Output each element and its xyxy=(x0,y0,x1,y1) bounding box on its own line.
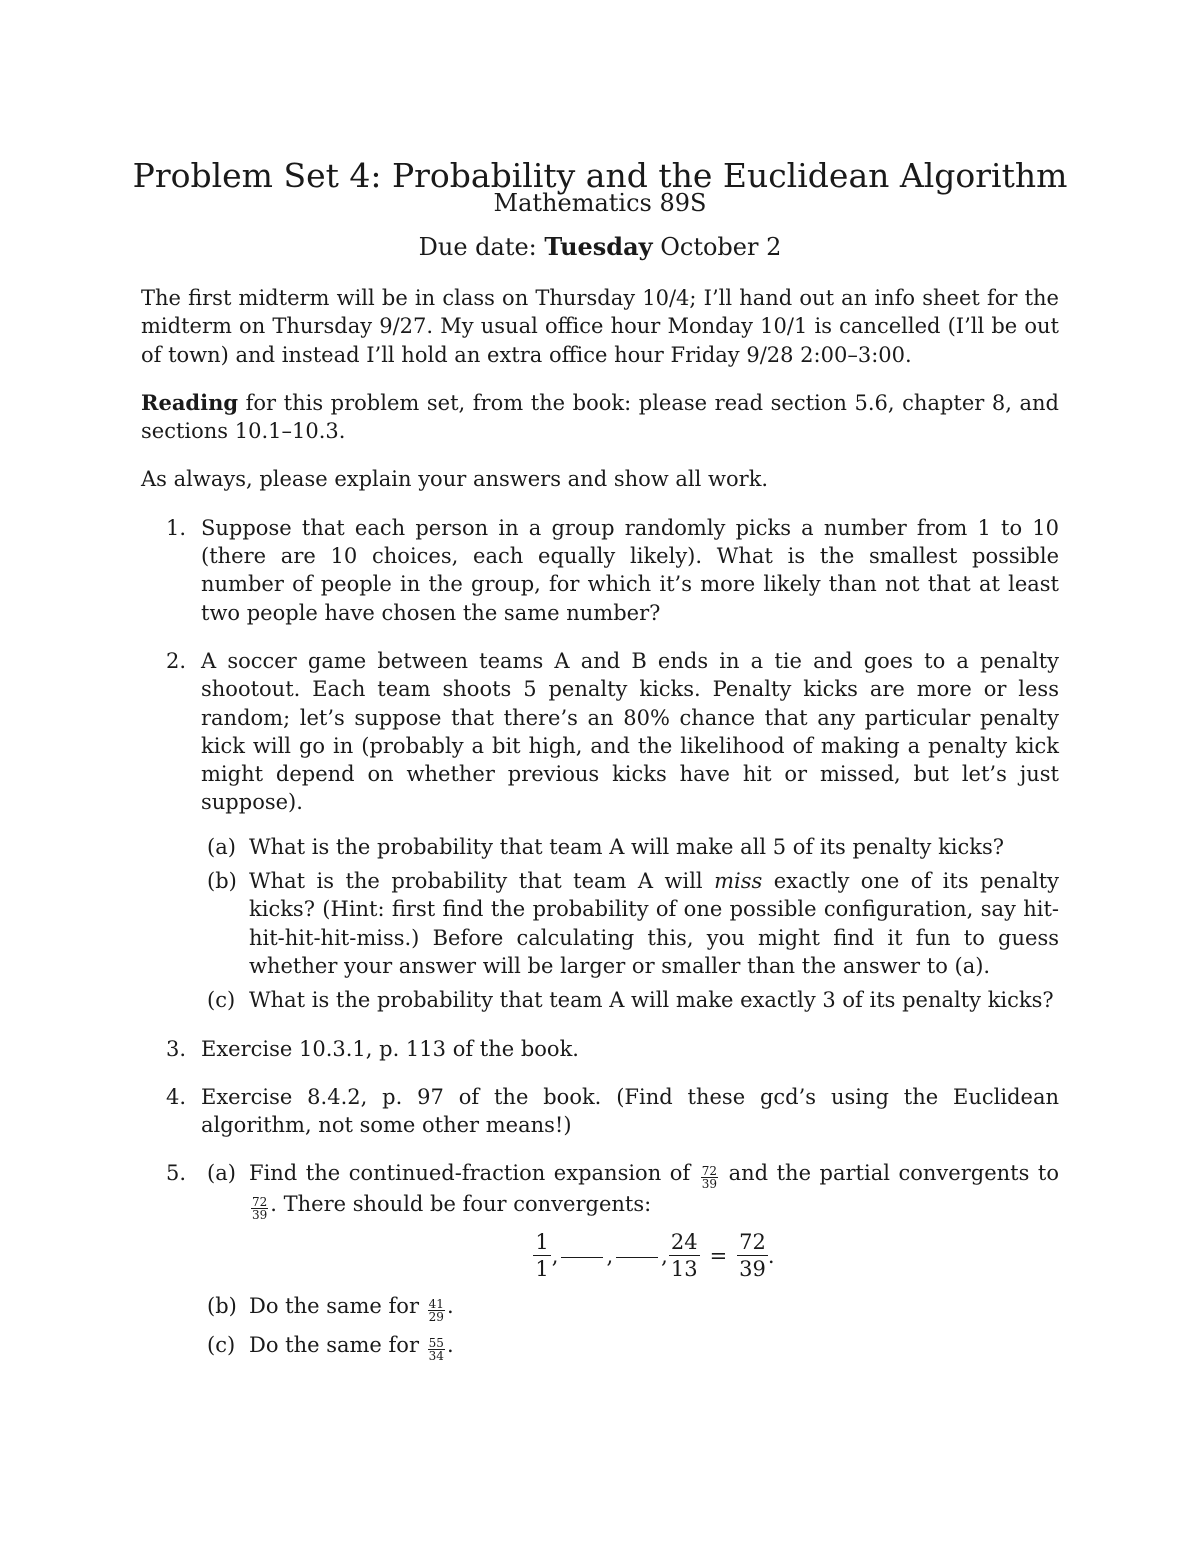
numerator: 41 xyxy=(428,1297,444,1312)
subproblem-text-pre: What is the probability that team A will xyxy=(249,869,715,894)
blank-convergent-3 xyxy=(616,1257,658,1258)
due-date xyxy=(0,230,1200,264)
subproblem-text-mid: and the partial convergents to xyxy=(720,1161,1060,1186)
subproblem-5a xyxy=(201,1159,1059,1282)
equals-sign: = xyxy=(709,1243,728,1268)
fraction-72-39 xyxy=(701,1165,718,1190)
due-date-prefix: Due date: xyxy=(418,233,537,261)
problem-number: 2. xyxy=(166,648,187,673)
numerator: 72 xyxy=(701,1164,718,1179)
subproblem-2b xyxy=(201,867,1059,980)
subproblem-label: (c) xyxy=(207,988,236,1013)
problem-number: 5. xyxy=(166,1161,187,1186)
fraction-55-34 xyxy=(428,1337,445,1362)
problem-number: 3. xyxy=(166,1036,187,1061)
denominator: 29 xyxy=(428,1310,444,1325)
subproblem-label: (c) xyxy=(207,1333,236,1358)
denominator: 39 xyxy=(701,1177,718,1192)
problem-2 xyxy=(141,647,1059,1015)
subproblem-text-post: exactly one of its penalty kicks? (Hint: first find the probability of one possible configuration, say hit-hit-hit-hit-miss.) Before calculating this, you might find it fun to guess whether your answer will be larger or smaller than the answer to (a). xyxy=(249,869,1060,978)
numerator: 72 xyxy=(739,1230,766,1255)
convergent-1 xyxy=(533,1229,550,1282)
due-date-date: October 2 xyxy=(660,233,782,261)
numerator: 72 xyxy=(252,1195,268,1210)
convergent-4 xyxy=(669,1229,700,1282)
subproblem-label: (b) xyxy=(207,869,237,894)
problem-number: 1. xyxy=(166,515,187,540)
numerator: 55 xyxy=(428,1336,444,1351)
subproblem-list xyxy=(201,833,1059,1015)
subproblem-text: What is the probability that team A will make all 5 of its penalty kicks? xyxy=(249,834,1005,859)
problem-3 xyxy=(141,1035,1059,1063)
numerator: 1 xyxy=(535,1230,549,1255)
subproblem-5c xyxy=(201,1331,1059,1362)
problem-text: Exercise 8.4.2, p. 97 of the book. (Find these gcd’s using the Euclidean algorithm, not some other means!) xyxy=(201,1084,1059,1138)
subproblem-text: Do the same for xyxy=(249,1333,426,1358)
problem-4 xyxy=(141,1083,1059,1140)
document-body xyxy=(141,284,1059,1382)
subproblem-label: (b) xyxy=(207,1294,237,1319)
midterm-paragraph: The first midterm will be in class on Thursday 10/4; I’ll hand out an info sheet for the midterm on Thursday 9/27. My usual office hour Monday 10/1 is cancelled (I’ll be out of town) and instead I’ll hold an extra office hour Friday 9/28 2:00–3:00. xyxy=(141,286,1059,367)
explain-paragraph: As always, please explain your answers and show all work. xyxy=(141,467,769,492)
subproblem-5b xyxy=(201,1292,1059,1323)
subproblem-text: Do the same for xyxy=(249,1294,426,1319)
problem-1 xyxy=(141,514,1059,627)
problem-list xyxy=(141,514,1059,1363)
problem-number: 4. xyxy=(166,1084,187,1109)
convergents-display xyxy=(249,1229,1059,1282)
subproblem-text-post: . There should be four convergents: xyxy=(270,1192,652,1217)
page-title: Problem Set 4: Probability and the Euclidean Algorithm xyxy=(132,156,1068,196)
denominator: 34 xyxy=(428,1349,444,1364)
convergent-target xyxy=(737,1229,768,1282)
period: . xyxy=(446,1294,454,1319)
fraction-41-29 xyxy=(428,1298,445,1323)
reading-text: for this problem set, from the book: please read section 5.6, chapter 8, and sections 10.1–10.3. xyxy=(141,390,1059,444)
subproblem-2a xyxy=(201,833,1059,861)
period: . xyxy=(767,1243,775,1268)
course-name: Mathematics 89S xyxy=(493,189,707,217)
denominator: 39 xyxy=(739,1257,766,1282)
subproblem-label: (a) xyxy=(207,834,236,859)
problem-text: Suppose that each person in a group randomly picks a number from 1 to 10 (there are 10 choices, each equally likely). What is the smallest possible number of people in the group, for which it’s more likely than not that at least two people have chosen the same number? xyxy=(201,515,1059,625)
denominator: 39 xyxy=(252,1208,268,1223)
problem-text: A soccer game between teams A and B ends in a tie and goes to a penalty shootout. Each team shoots 5 penalty kicks. Penalty kicks are more or less random; let’s suppose that there’s an 80% chance that any particular penalty kick will go in (probably a bit high, and the likelihood of making a penalty kick might depend on whether previous kicks have hit or missed, but let’s just suppose). xyxy=(201,648,1059,815)
subproblem-label: (a) xyxy=(207,1161,236,1186)
subproblem-emphasis: miss xyxy=(714,869,763,894)
period: . xyxy=(446,1333,454,1358)
blank-convergent-2 xyxy=(561,1257,603,1258)
denominator: 1 xyxy=(535,1257,549,1282)
subproblem-text: What is the probability that team A will make exactly 3 of its penalty kicks? xyxy=(249,988,1054,1013)
due-date-day: Tuesday xyxy=(544,232,653,261)
problem-5 xyxy=(141,1159,1059,1362)
problem-text: Exercise 10.3.1, p. 113 of the book. xyxy=(201,1036,579,1061)
subproblem-2c xyxy=(201,986,1059,1014)
numerator: 24 xyxy=(670,1230,698,1255)
comma: , xyxy=(661,1243,668,1268)
reading-paragraph xyxy=(141,389,1059,446)
fraction-72-39 xyxy=(251,1196,268,1221)
comma: , xyxy=(551,1243,559,1268)
reading-label: Reading xyxy=(141,389,239,415)
denominator: 13 xyxy=(670,1257,698,1282)
subproblem-text-pre: Find the continued-fraction expansion of xyxy=(249,1161,699,1186)
comma: , xyxy=(606,1243,614,1268)
